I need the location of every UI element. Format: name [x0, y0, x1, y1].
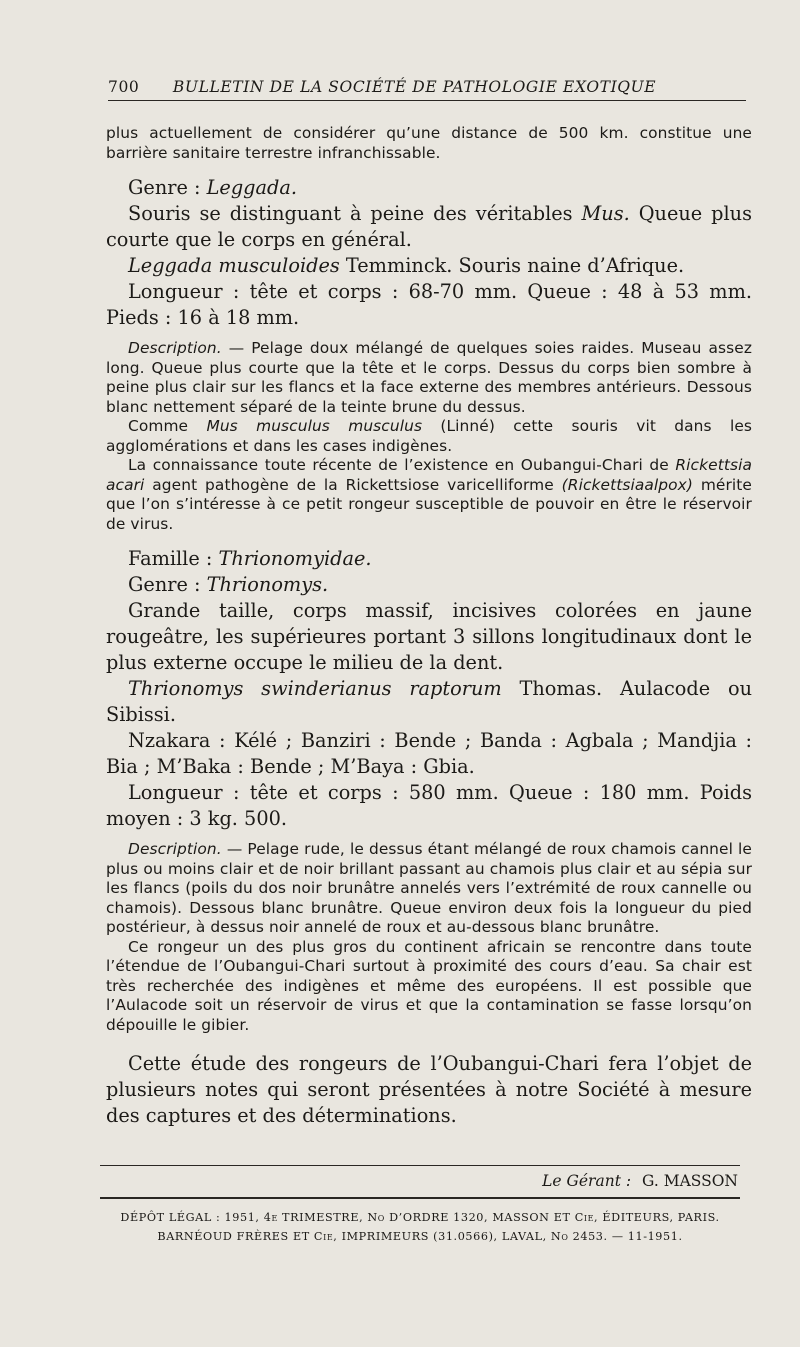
- imprint-footer: [100, 1208, 740, 1246]
- conclusion-paragraph: Cette étude des rongeurs de l’Oubangui-Chari fera l’objet de plusieurs notes qui seront présentées à notre Société à mesure des captures et des déterminations.: [106, 1052, 752, 1127]
- article-body: [106, 124, 752, 1129]
- genus-heading: Genre : Thrionomys.: [128, 573, 329, 596]
- genus-heading: Genre : Leggada.: [128, 176, 297, 199]
- paragraph: plus actuellement de considérer qu’une distance de 500 km. constitue une barrière sanitaire terrestre infranchissable.: [106, 124, 752, 162]
- paragraph: Ce rongeur un des plus gros du continent africain se rencontre dans toute l’étendue de l’Oubangui-Chari surtout à proximité des cours d’eau. Sa chair est très recherchée des indigènes et même des européens. Il est possible que l’Aulacode soit un réservoir de virus et que la contamination se fasse lorsqu’on dépouille le gibier.: [106, 937, 752, 1034]
- species-heading: Thrionomys swinderianus raptorum Thomas. Aulacode ou Sibissi.: [106, 677, 752, 726]
- description-paragraph: Description. — Pelage rude, le dessus étant mélangé de roux chamois cannel le plus ou moins clair et de noir brillant passant au chamois plus clair et au sépia sur les flancs (poils du dos noir brunâtre annelés vers l’extrémité de roux cannelle ou chamois). Dessous blanc brunâtre. Queue environ deux fois la longueur du pied postérieur, à dessus noir annelé de roux et au-dessous blanc brunâtre.: [106, 840, 752, 936]
- paragraph: La connaissance toute récente de l’existence en Oubangui-Chari de Rickettsia acari agent pathogène de la Rickettsiose varicelliforme (Rickettsiaalpox) mérite que l’on s’intéresse à ce petit rongeur susceptible de pouvoir en être le réservoir de virus.: [106, 456, 752, 533]
- signature-name: G. MASSON: [642, 1172, 738, 1190]
- divider: [100, 1197, 740, 1199]
- divider: [100, 1165, 740, 1166]
- printer-line: BARNÉOUD FRÈRES ET Cie, IMPRIMEURS (31.0566), LAVAL, No 2453. — 11-1951.: [157, 1230, 683, 1243]
- species-heading: Leggada musculoides Temminck. Souris naine d’Afrique.: [128, 254, 685, 277]
- family-heading: Famille : Thrionomyidae.: [128, 547, 372, 570]
- legal-deposit-line: DÉPÔT LÉGAL : 1951, 4e TRIMESTRE, No D’ORDRE 1320, MASSON ET Cie, ÉDITEURS, PARIS.: [120, 1211, 720, 1224]
- running-header: [108, 78, 746, 101]
- journal-title: BULLETIN DE LA SOCIÉTÉ DE PATHOLOGIE EXOTIQUE: [172, 78, 657, 96]
- paragraph: Grande taille, corps massif, incisives colorées en jaune rougeâtre, les supérieures portant 3 sillons longitudinaux dont le plus externe occupe le milieu de la dent.: [106, 599, 752, 674]
- signature: [542, 1172, 738, 1190]
- description-paragraph: Description. — Pelage doux mélangé de quelques soies raides. Museau assez long. Queue plus courte que la tête et le corps. Dessus du corps bien sombre à peine plus clair sur les flancs et la face externe des membres antérieurs. Dessous blanc nettement séparé de la teinte brune du dessus.: [106, 339, 752, 416]
- measurements: Longueur : tête et corps : 68-70 mm. Queue : 48 à 53 mm. Pieds : 16 à 18 mm.: [106, 280, 752, 329]
- vernacular-names: Nzakara : Kélé ; Banziri : Bende ; Banda : Agbala ; Mandjia : Bia ; M’Baka : Bende ; M’Baya : Gbia.: [106, 729, 752, 778]
- measurements: Longueur : tête et corps : 580 mm. Queue : 180 mm. Poids moyen : 3 kg. 500.: [106, 781, 752, 830]
- paragraph: Souris se distinguant à peine des véritables Mus. Queue plus courte que le corps en général.: [106, 202, 752, 251]
- signature-label: Le Gérant :: [542, 1172, 632, 1190]
- page-number: 700: [108, 78, 140, 96]
- paragraph: Comme Mus musculus musculus (Linné) cette souris vit dans les agglomérations et dans les cases indigènes.: [106, 417, 753, 455]
